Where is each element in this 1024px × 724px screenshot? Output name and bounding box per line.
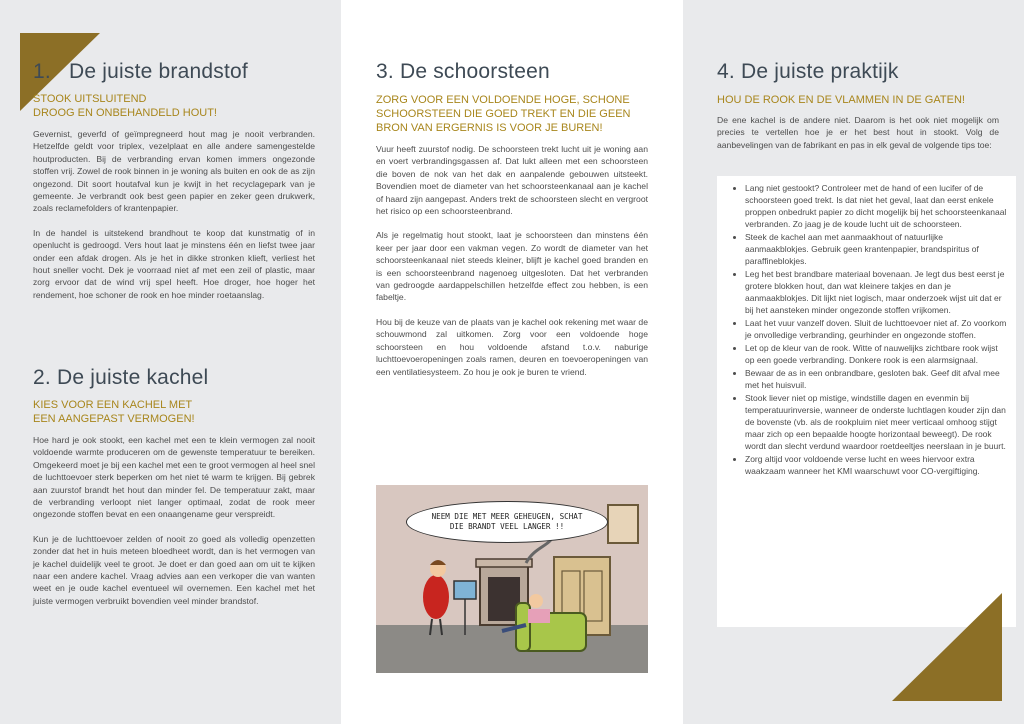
section-1-paragraph-1: Gevernist, geverfd of geïmpregneerd hout mag je nooit verbranden. Hetzelfde geldt voor triplex, vezelplaat en alle andere samengestelde houtproducten. Bij de verbranding ervan komen immers ongezonde stoffen vrij. Zowel de rook binnen in je woning als buiten en ook de as zijn ongezond. Dit soort houtafval kun je kwijt in het recyclagepark van je gemeente. Je verbrandt ook best geen papier en zeker geen drukwerk, zoals reclamefolders of krantenpapier. <box>33 129 315 214</box>
section-1-title: 1. De juiste brandstof <box>33 60 248 83</box>
section-3-paragraph-1: Vuur heeft zuurstof nodig. De schoorsteen trekt lucht uit je woning aan en voert verbrandingsgassen af. Dat lukt alleen met een schoorsteen die boven de nok van het dak en aanpalende gebouwen uitsteekt. Bovendien moet de diameter van het schoorsteenkanaal aan je kachel of haard zijn aangepast. Anders trekt de schoorsteen slecht en vergroot het risico op een schoorsteenbrand. <box>376 144 648 217</box>
section-3-title: 3. De schoorsteen <box>376 60 550 83</box>
section-2-subtitle: KIES VOOR EEN KACHEL MET EEN AANGEPAST VERMOGEN! <box>33 399 195 425</box>
cartoon-caption: NEEM DIE MET MEER GEHEUGEN, SCHAT DIE BRANDT VEEL LANGER !! <box>431 512 583 531</box>
list-item: • Bewaar de as in een onbrandbare, gesloten bak. Geef dit afval mee met het huisvuil. <box>745 367 1008 391</box>
list-item: • Leg het best brandbare materiaal bovenaan. Je legt dus best eerst je grotere blokken hout, dan wat kleinere takjes en dan je aanmaakblokjes. Dit lijkt niet logisch, maar onderzoek wijst uit dat er bij het aansteken minder ongezonde stoffen vrijkomen. <box>745 268 1008 316</box>
section-2-paragraph-1: Hoe hard je ook stookt, een kachel met een te klein vermogen zal nooit voldoende warmte produceren om de gewenste temperatuur te bereiken. Omgekeerd moet je bij een kachel met een te groot vermogen al heel snel de luchttoevoer sterk beperken om het niet té warm te krijgen. Bij gebrek aan zuurstof brandt het hout dan minder fel. De temperatuur zakt, maar de verbranding verloopt niet langer optimaal, zodat de rook meer ongezonde stoffen bevat en een onaangename geur verspreidt. <box>33 435 315 520</box>
tips-box <box>717 176 1016 627</box>
section-2-title: 2. De juiste kachel <box>33 366 209 389</box>
list-item: • Lang niet gestookt? Controleer met de hand of een lucifer of de schoorsteen goed trekt. Is dat niet het geval, laat dan eerst enkele proppen onbedrukt papier zo dicht mogelijk bij het schoorsteenkanaal verbranden. Zo jaag je de koude lucht uit de schoorsteen. <box>745 182 1008 230</box>
section-1 <box>33 60 315 301</box>
section-2-paragraph-2: Kun je de luchttoevoer zelden of nooit zo goed als volledig openzetten zonder dat het in huis meteen bloedheet wordt, dan is het vermogen van je kachel duidelijk veel te groot. Je doet er dan goed aan om uit te kijken naar een andere kachel. Vraag advies aan een verkoper die van wanten weet en je oude kachel eventueel wil overnemen. Een kachel met het juiste vermogen verbruikt bovendien veel minder brandstof. <box>33 533 315 606</box>
list-item: • Steek de kachel aan met aanmaakhout of natuurlijke aanmaakblokjes. Gebruik geen krantenpapier, brandspiritus of paraffineblokjes. <box>745 231 1008 267</box>
list-item: • Zorg altijd voor voldoende verse lucht en wees hiervoor extra waakzaam wanneer het KMI waarschuwt voor CO-vergiftiging. <box>745 453 1008 477</box>
section-4-title: 4. De juiste praktijk <box>717 60 899 83</box>
section-3-subtitle: ZORG VOOR EEN VOLDOENDE HOGE, SCHONE SCHOORSTEEN DIE GOED TREKT EN DIE GEEN BRON VAN ERGERNIS IS VOOR JE BUREN! <box>376 94 631 134</box>
list-item: • Stook liever niet op mistige, windstille dagen en evenmin bij temperatuurinversie, wanneer de onderste luchtlagen kouder zijn dan de bovenste (vb. als de rookpluim niet meer verticaal omhoog stijgt maar zich op een bepaalde hoogte horizontaal beweegt). De rook wordt dan slecht verdund waardoor roetdeeltjes neerslaan in je buurt. <box>745 392 1008 452</box>
section-1-paragraph-2: In de handel is uitstekend brandhout te koop dat kunstmatig of in openlucht is gedroogd. Vers hout laat je minstens één en liefst twee jaar onder een afdak drogen. Als je het in dikke stronken klieft, verliest het hout sneller vocht. Dek je voorraad niet af met een zeil of plastic, maar zorg ervoor dat de wind vrij spel heeft. Hoe droger, hoe hoger het rendement, hoe schoner de rook en hoe minder roetaanslag. <box>33 227 315 300</box>
section-1-number: 1. <box>33 60 51 83</box>
section-2 <box>33 366 315 607</box>
cartoon-illustration <box>376 485 648 673</box>
section-4-subtitle: HOU DE ROOK EN DE VLAMMEN IN DE GATEN! <box>717 94 965 106</box>
list-item: • Let op de kleur van de rook. Witte of nauwelijks zichtbare rook wijst op een goede verbranding. Donkere rook is een alarmsignaal. <box>745 342 1008 366</box>
section-3 <box>376 60 648 378</box>
section-4 <box>717 60 999 151</box>
section-3-paragraph-3: Hou bij de keuze van de plaats van je kachel ook rekening met waar de schouwmond zal uitkomen. Zorg voor een voldoende hoge schoorsteen en hou voldoende afstand t.o.v. naburige luchttoevoeropeningen zoals ramen, deuren en toevoeropeningen van een ventilatiesysteem. Zo hou je ook je buren te vriend. <box>376 316 648 377</box>
section-1-subtitle: STOOK UITSLUITEND DROOG EN ONBEHANDELD HOUT! <box>33 93 217 119</box>
list-item: • Laat het vuur vanzelf doven. Sluit de luchttoevoer niet af. Zo voorkom je onvolledige verbranding, geurhinder en ongezonde stoffen. <box>745 317 1008 341</box>
section-3-paragraph-2: Als je regelmatig hout stookt, laat je schoorsteen dan minstens één keer per jaar door een vakman vegen. Zo wordt de diameter van het schoorsteenkanaal niet steeds kleiner, blijft je kachel goed branden en is een schoorsteenbrand nagenoeg uitgesloten. Dat het verbranden van gedroogde aardappelschillen hetzelfde effect zou hebben, is een fabeltje. <box>376 230 648 303</box>
tips-list <box>729 182 1008 477</box>
corner-triangle-bottom-right <box>892 593 1002 701</box>
section-4-intro: De ene kachel is de andere niet. Daarom is het ook niet mogelijk om precies te vertellen hoe je er het best hout in stookt. Volg de aanbevelingen van de fabrikant en pas in elk geval de volgende tips toe: <box>717 115 999 150</box>
cartoon-speech-bubble <box>406 501 608 543</box>
